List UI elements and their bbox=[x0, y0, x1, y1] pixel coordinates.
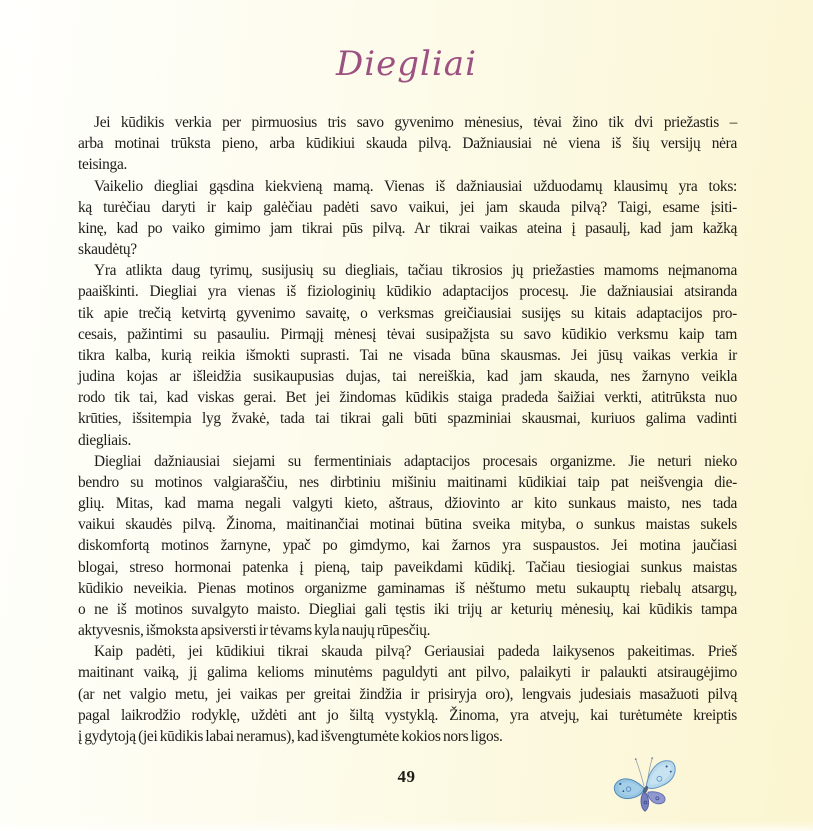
text-line: pagal laikrodžio rodyklę, uždėti ant jo šiltą vystyklą. Žinoma, yra atvejų, kai turėtumėte kreiptis bbox=[78, 706, 737, 724]
text-line: Kaip padėti, jei kūdikiui tikrai skauda pilvą? Geriausiai padeda laikysenos pakeitimas. Prieš bbox=[94, 643, 737, 661]
text-line: skaudėtų? bbox=[78, 241, 137, 259]
text-line: blogai, streso hormonai patenka į pieną, taip paveikdami kūdikį. Tačiau tiesiogiai sunkus maistas bbox=[78, 558, 737, 576]
paragraph bbox=[78, 641, 737, 747]
text-line: judina kojas ar išleidžia susikaupusias dujas, tai nereiškia, kad jam skauda, nes žarnyno veikla bbox=[78, 368, 737, 386]
text-line: maitinant vaiką, jį galima kelioms minutėms paguldyti ant pilvo, palaikyti ir palaukti atsiraugėjimo bbox=[78, 664, 737, 682]
text-line: diskomfortą motinos žarnyne, ypač po gimdymo, kai žarnos yra suspaustos. Jei motina jaučiasi bbox=[78, 537, 737, 555]
text-line: bendro su motinos valgiaraščiu, nes dirbtiniu mišiniu maitinami kūdikiai taip pat neišvengia die- bbox=[78, 473, 737, 491]
text-line: ką turėčiau daryti ir kaip galėčiau padėti savo vaikui, jei jam skauda pilvą? Taigi, esame įsiti- bbox=[78, 198, 737, 216]
text-line: į gydytoją (jei kūdikis labai neramus), kad išvengtumėte kokios nors ligos. bbox=[78, 727, 503, 745]
text-line: diegliais. bbox=[78, 431, 131, 449]
text-line: o ne iš motinos suvalgyto maisto. Diegliai gali tęstis iki trijų ar keturių mėnesių, kai kūdikis tampa bbox=[78, 600, 737, 618]
page-title: Diegliai bbox=[336, 44, 477, 84]
text-line: kinę, kad po vaiko gimimo jam tikrai pūs pilvą. Ar tikrai vaikas ateina į pasaulį, kad jam kažką bbox=[78, 219, 737, 237]
text-line: Diegliai dažniausiai siejami su fermentiniais adaptacijos procesais organizme. Jie neturi nieko bbox=[94, 452, 737, 470]
text-line: vaikui skaudės pilvą. Žinoma, maitinančiai motinai būtina sveika mityba, o sunkus maistas sukels bbox=[78, 516, 737, 534]
page-number: 49 bbox=[397, 767, 416, 786]
text-body bbox=[78, 112, 737, 747]
text-line: tikra kalba, kurią reikia išmokti suprasti. Tai ne visada būna skausmas. Jei jūsų vaikas verkia ir bbox=[78, 346, 737, 364]
text-line: paaiškinti. Diegliai yra vienas iš fiziologinių kūdikio adaptacijos procesų. Jie dažniausiai atsiranda bbox=[78, 283, 737, 301]
text-line: Yra atlikta daug tyrimų, susijusių su diegliais, tačiau tikrosios jų priežasties mamoms neįmanoma bbox=[94, 262, 737, 280]
text-line: Jei kūdikis verkia per pirmuosius tris savo gyvenimo mėnesius, tėvai žino tik dvi priežastis – bbox=[94, 114, 737, 131]
text-line: tik apie trečią ketvirtą gyvenimo savaitę, o verksmas greičiausiai susijęs su kitais adaptacijos pro- bbox=[78, 304, 737, 322]
text-line: Vaikelio diegliai gąsdina kiekvieną mamą. Vienas iš dažniausiai užduodamų klausimų yra toks: bbox=[94, 177, 737, 195]
text-line: kūdikio neveikia. Pienas motinos organizme gaminamas iš nėštumo metu sukauptų riebalų atsargų, bbox=[78, 579, 737, 597]
text-line: aktyvesnis, išmoksta apsiversti ir tėvams kyla naujų rūpesčių. bbox=[78, 622, 431, 640]
paragraph bbox=[78, 176, 737, 261]
text-line: glių. Mitas, kad mama negali valgyti kieto, aštraus, džiovinto ar kito sunkaus maisto, nes tada bbox=[78, 495, 737, 513]
text-line: arba motinai trūksta pieno, arba kūdikiui skauda pilvą. Dažniausiai nė viena iš šių versijų nėra bbox=[78, 135, 737, 153]
paragraph bbox=[78, 451, 737, 642]
text-line: (ar net valgio metu, jei vaikas per greitai žindžia ir prisiryja oro), lengvais judesiais masažuoti pilvą bbox=[78, 685, 737, 703]
text-line: rodo tik tai, kad viskas gerai. Bet jei žindomas kūdikis staiga pradeda šaižiai verkti, atitrūksta nuo bbox=[78, 389, 737, 407]
butterfly-icon bbox=[610, 754, 680, 818]
text-line: cesais, pažintimi su pasauliu. Pirmąjį mėnesį tėvai susipažįsta su savo kūdikio verksmu kaip tam bbox=[78, 325, 737, 343]
paragraph bbox=[78, 112, 737, 176]
text-line: krūties, išsitempia lyg žvakė, tada tai tikrai gali būti spazminiai skausmai, kuriuos galima vadinti bbox=[78, 410, 737, 428]
paragraph bbox=[78, 260, 737, 451]
text-line: teisinga. bbox=[78, 156, 128, 174]
